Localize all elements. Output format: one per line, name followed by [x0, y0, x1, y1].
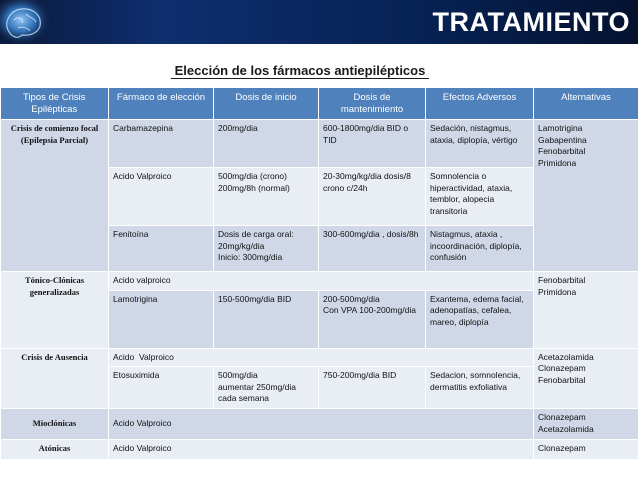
col-header-start-dose: Dosis de inicio — [214, 88, 319, 120]
caption-text: Elección de los fármacos antiepilépticos — [171, 63, 430, 79]
start-dose-cell: Dosis de carga oral: 20mg/kg/dia Inicio: 300mg/dia — [214, 226, 319, 272]
table-row — [1, 440, 638, 460]
treatment-table — [0, 88, 638, 460]
drug-cell: Etosuximida — [109, 367, 214, 409]
adverse-effects-cell: Sedación, nistagmus, ataxia, diplopía, vértigo — [426, 120, 534, 168]
category-cell: Atónicas — [1, 440, 109, 460]
col-header-adverse-effects: Efectos Adversos — [426, 88, 534, 120]
adverse-effects-cell: Sedacion, somnolencia, dermatitis exfoliativa — [426, 367, 534, 409]
maintenance-dose-cell: 600-1800mg/dia BID o TID — [319, 120, 426, 168]
slide-title: TRATAMIENTO — [432, 7, 630, 37]
adverse-effects-cell: Nistagmus, ataxia , incoordinación, diplopía, confusión — [426, 226, 534, 272]
drug-cell: Acido Valproico — [109, 168, 214, 226]
table-row — [1, 409, 638, 440]
alternatives-cell: Acetazolamida Clonazepam Fenobarbital — [534, 348, 638, 409]
adverse-effects-cell: Exantema, edema facial, adenopatías, cefalea, mareo, diplopía — [426, 290, 534, 348]
alternatives-cell: Fenobarbital Primidona — [534, 272, 638, 349]
maintenance-dose-cell: 300-600mg/dia , dosis/8h — [319, 226, 426, 272]
table-row — [1, 120, 638, 168]
adverse-effects-cell: Somnolencia o hiperactividad, ataxia, temblor, alopecia transitoria — [426, 168, 534, 226]
table-header-row — [1, 88, 638, 120]
maintenance-dose-cell: 750-200mg/dia BID — [319, 367, 426, 409]
alternatives-cell: Clonazepam — [534, 440, 638, 460]
col-header-type: Tipos de Crisis Epilépticas — [1, 88, 109, 120]
brain-icon — [0, 0, 52, 44]
alternatives-cell: Clonazepam Acetazolamida — [534, 409, 638, 440]
col-header-drug: Fármaco de elección — [109, 88, 214, 120]
drug-cell: Acido Valproico — [109, 440, 534, 460]
start-dose-cell: 150-500mg/dia BID — [214, 290, 319, 348]
drug-cell: Lamotrigina — [109, 290, 214, 348]
start-dose-cell: 500mg/dia (crono) 200mg/8h (normal) — [214, 168, 319, 226]
slide-header — [0, 0, 638, 44]
table-caption — [0, 63, 600, 78]
drug-cell: Carbamazepina — [109, 120, 214, 168]
category-cell: Crisis de comienzo focal (Epilepsia Parcial) — [1, 120, 109, 272]
drug-cell: Fenitoína — [109, 226, 214, 272]
table-row — [1, 348, 638, 367]
drug-cell: Acido valproico — [109, 272, 534, 291]
drug-cell: Acido Valproico — [109, 409, 534, 440]
maintenance-dose-cell: 200-500mg/dia Con VPA 100-200mg/dia — [319, 290, 426, 348]
category-cell: Tónico-Clónicas generalizadas — [1, 272, 109, 349]
col-header-maintenance-dose: Dosis de mantenimiento — [319, 88, 426, 120]
category-cell: Crisis de Ausencia — [1, 348, 109, 409]
category-cell: Mioclónicas — [1, 409, 109, 440]
start-dose-cell: 200mg/dia — [214, 120, 319, 168]
start-dose-cell: 500mg/dia aumentar 250mg/dia cada semana — [214, 367, 319, 409]
col-header-alternatives: Alternativas — [534, 88, 638, 120]
maintenance-dose-cell: 20-30mg/kg/dia dosis/8 crono c/24h — [319, 168, 426, 226]
drug-cell: Acido Valproico — [109, 348, 534, 367]
alternatives-cell: Lamotrigina Gabapentina Fenobarbital Primidona — [534, 120, 638, 272]
table-row — [1, 272, 638, 291]
